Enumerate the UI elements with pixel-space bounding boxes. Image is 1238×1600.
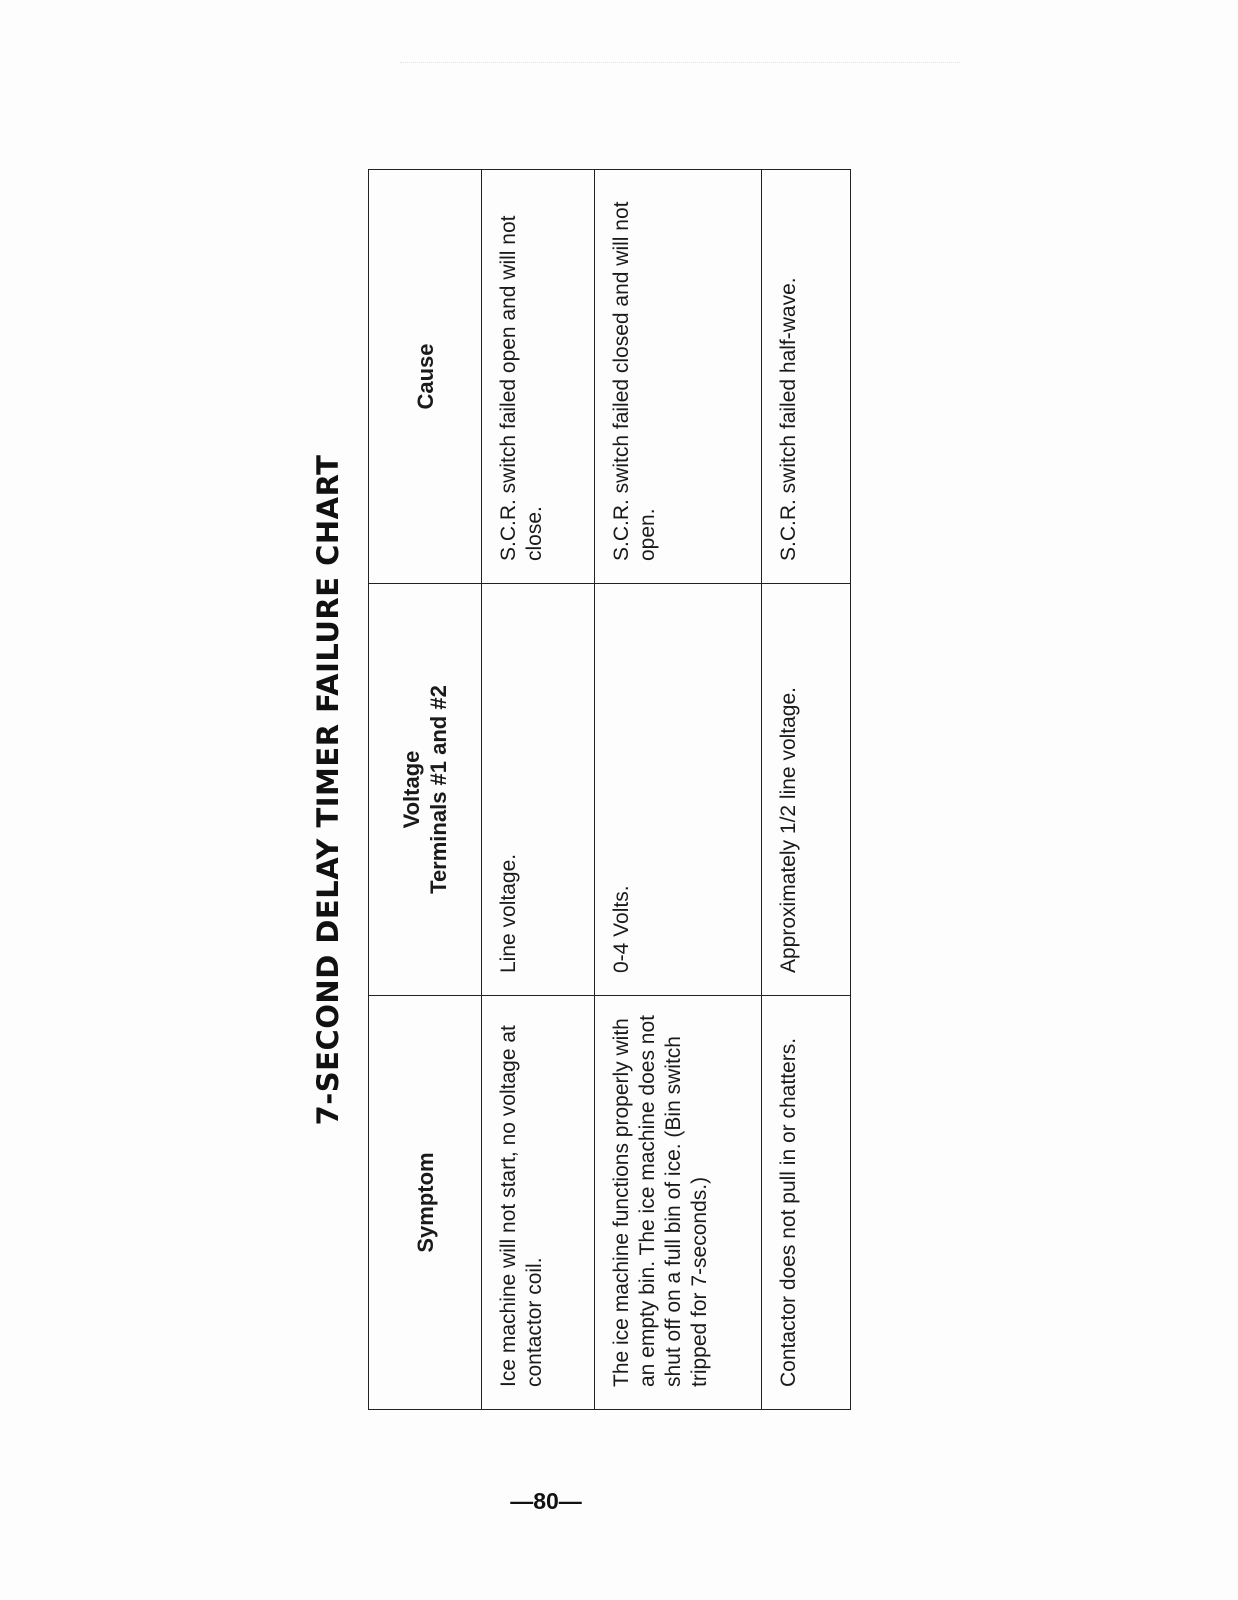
table-row (762, 170, 851, 1410)
page-number: —80— (510, 1488, 582, 1514)
cell-voltage: Line voltage. (482, 584, 595, 996)
chart-title: 7-SECOND DELAY TIMER FAILURE CHART (311, 454, 345, 1126)
table-header-row (369, 170, 482, 1410)
header-voltage-line2: Terminals #1 and #2 (426, 685, 451, 894)
cell-cause: S.C.R. switch failed open and will not close. (482, 170, 595, 584)
failure-chart-table (368, 169, 851, 1410)
cell-voltage: 0-4 Volts. (595, 584, 762, 996)
rotated-content (300, 170, 860, 1410)
cell-cause: S.C.R. switch failed half-wave. (762, 170, 851, 584)
cell-voltage: Approximately 1/2 line voltage. (762, 584, 851, 996)
cell-cause: S.C.R. switch failed closed and will not open. (595, 170, 762, 584)
header-voltage (369, 584, 482, 996)
cell-symptom: Contactor does not pull in or chatters. (762, 996, 851, 1410)
header-voltage-line1: Voltage (399, 750, 424, 829)
table-row (595, 170, 762, 1410)
header-symptom: Symptom (369, 996, 482, 1410)
header-cause: Cause (369, 170, 482, 584)
table-row (482, 170, 595, 1410)
cell-symptom: Ice machine will not start, no voltage at contactor coil. (482, 996, 595, 1410)
scan-artifact (400, 62, 960, 65)
cell-symptom: The ice machine functions properly with an empty bin. The ice machine does not shut off on a full bin of ice. (Bin switch tripped for 7-seconds.) (595, 996, 762, 1410)
